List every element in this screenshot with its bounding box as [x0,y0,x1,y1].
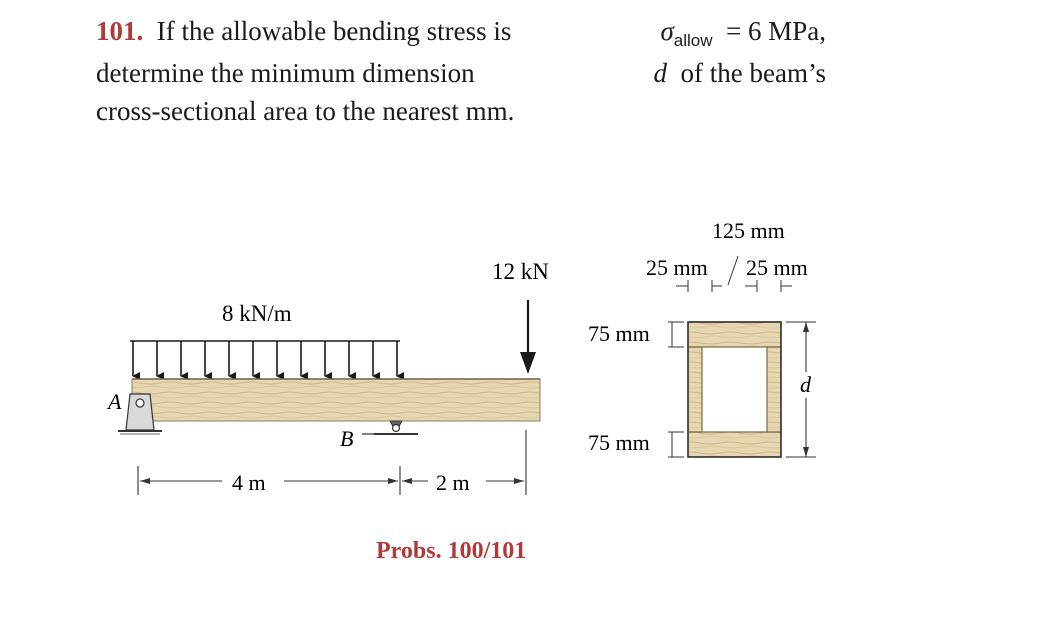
right-thickness-label: 25 mm [746,255,808,280]
support-b-label: B [340,426,354,451]
depth-arrow-bottom [803,447,809,457]
problem-number: 101. [96,16,144,46]
section-width-ticks [676,280,792,292]
sigma-subscript: allow [673,31,713,50]
section-top-flange [688,322,781,347]
depth-label: d [800,372,811,397]
problem-variable-d: d [653,58,668,88]
left-thickness-label: 25 mm [646,255,708,280]
depth-arrow-top [803,322,809,332]
support-b-roller [362,421,418,434]
section-bottom-flange [688,432,781,457]
span-1-label: 4 m [232,470,266,495]
section-right-web [767,347,781,432]
sigma-symbol: σ [660,16,674,46]
problem-text-1a: If the allowable bending stress is [156,16,512,46]
beam [132,379,540,421]
dim-arrow [402,478,412,484]
support-a-label: A [108,389,122,414]
distributed-load-label: 8 kN/m [222,301,292,326]
overall-width-label: 125 mm [712,218,785,243]
thickness-markers [668,322,684,457]
problem-text-2b: of the beam’s [680,58,826,88]
dim-arrow [514,478,524,484]
width-leader-line [728,256,738,285]
problem-text-2a: determine the minimum dimension [96,58,475,88]
distributed-load-arrows [130,341,400,376]
bottom-thickness-label: 75 mm [588,430,650,455]
problem-text-1b: = 6 MPa, [726,16,826,46]
span-2-label: 2 m [436,470,470,495]
section-left-web [688,347,702,432]
point-load-arrowhead [520,352,536,374]
problem-line-3: cross-sectional area to the nearest mm. [96,96,515,126]
dim-arrow [140,478,150,484]
dim-arrow [388,478,398,484]
figure-caption: Probs. 100/101 [376,538,527,564]
top-thickness-label: 75 mm [588,321,650,346]
point-load-label: 12 kN [492,259,549,284]
